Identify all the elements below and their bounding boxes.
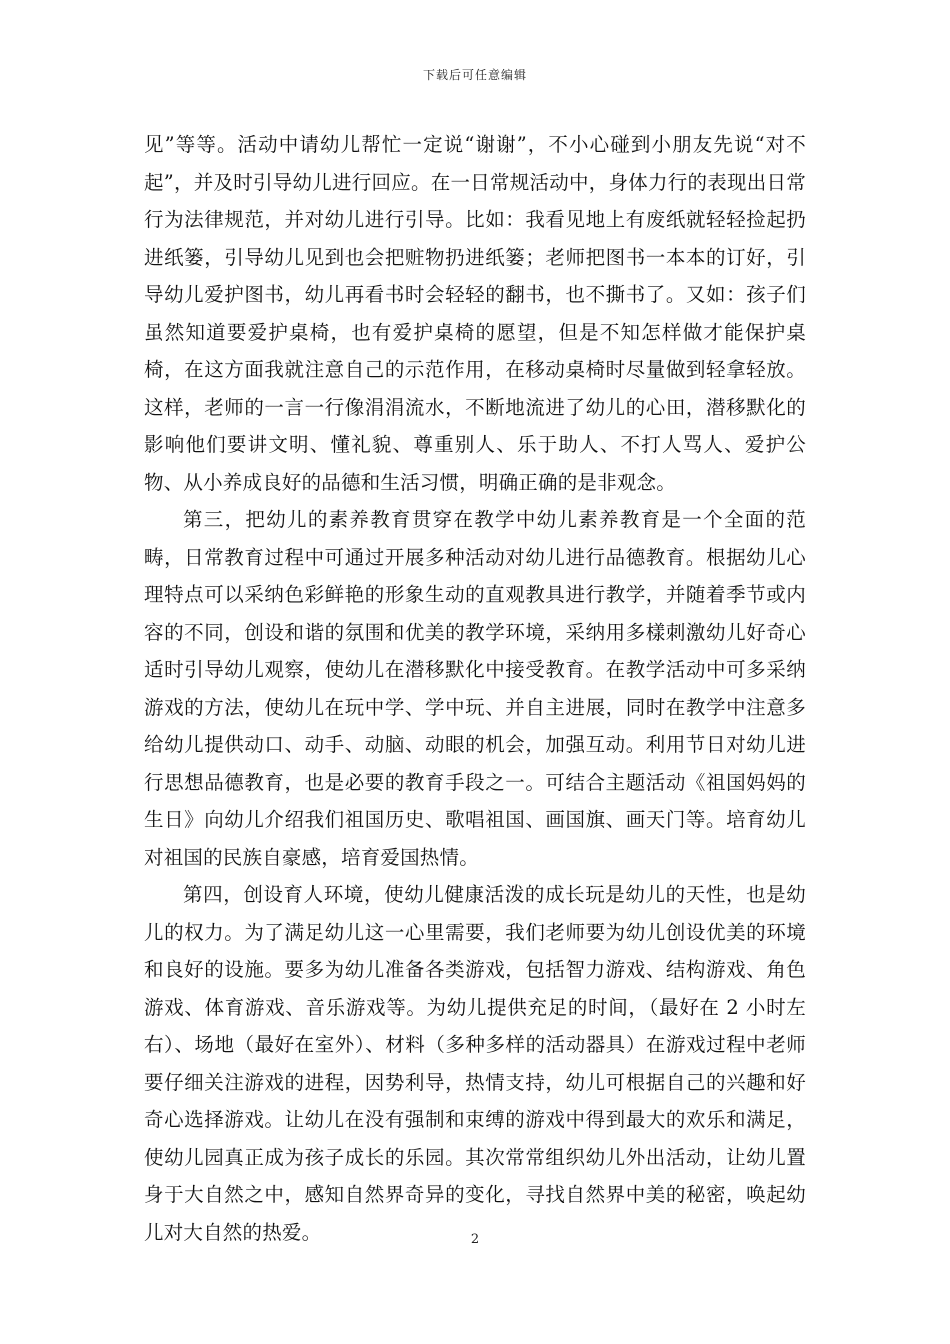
paragraph-1: 见”等等。活动中请幼儿帮忙一定说“谢谢”，不小心碰到小朋友先说“对不起”，并及时引导幼儿进行回应。在一日常规活动中，身体力行的表现出日常行为法律规范，并对幼儿进行引导。比如：我看见地上有废纸就轻轻捡起扔进纸篓，引导幼儿见到也会把赃物扔进纸篓；老师把图书一本本的订好，引导幼儿爱护图书，幼儿再看书时会轻轻的翻书，也不撕书了。又如：孩子们虽然知道要爱护桌椅，也有爱护桌椅的愿望，但是不知怎样做才能保护桌椅，在这方面我就注意自己的示范作用，在移动桌椅时尽量做到轻拿轻放。这样，老师的一言一行像涓涓流水，不断地流进了幼儿的心田，潜移默化的影响他们要讲文明、懂礼貌、尊重别人、乐于助人、不打人骂人、爱护公物、从小养成良好的品德和生活习惯，明确正确的是非观念。 [144, 133, 806, 494]
document-body [144, 126, 806, 1251]
paragraph-2: 第三，把幼儿的素养教育贯穿在教学中幼儿素养教育是一个全面的范畴，日常教育过程中可通过开展多种活动对幼儿进行品德教育。根据幼儿心理特点可以采纳色彩鲜艳的形象生动的直观教具进行教学，并随着季节或内容的不同，创设和谐的氛围和优美的教学环境，采纳用多樣刺激幼儿好奇心适时引导幼儿观察，使幼儿在潜移默化中接受教育。在教学活动中可多采纳游戏的方法，使幼儿在玩中学、学中玩、并自主进展，同时在教学中注意多给幼儿提供动口、动手、动脑、动眼的机会，加强互动。利用节日对幼儿进行思想品德教育，也是必要的教育手段之一。可结合主题活动《祖国妈妈的生日》向幼儿介绍我们祖国历史、歌唱祖国、画国旗、画天门等。培育幼儿对祖国的民族自豪感，培育爱国热情。 [144, 508, 806, 869]
page-header: 下载后可任意编辑 [422, 68, 527, 82]
page-number: 2 [470, 1232, 480, 1247]
paragraph-3: 第四，创设育人环境，使幼儿健康活泼的成长玩是幼儿的天性，也是幼儿的权力。为了满足幼儿这一心里需要，我们老师要为幼儿创设优美的环境和良好的设施。要多为幼儿准备各类游戏，包括智力游戏、结构游戏、角色游戏、体育游戏、音乐游戏等。为幼儿提供充足的时间，（最好在 2 小时左右）、场地（最好在室外）、材料（多种多样的活动器具）在游戏过程中老师要仔细关注游戏的进程，因势利导，热情支持，幼儿可根据自己的兴趣和好奇心选择游戏。让幼儿在没有强制和束缚的游戏中得到最大的欢乐和满足，使幼儿园真正成为孩子成长的乐园。其次常常组织幼儿外出活动，让幼儿置身于大自然之中，感知自然界奇异的变化，寻找自然界中美的秘密，唤起幼儿对大自然的热爱。 [144, 883, 806, 1244]
